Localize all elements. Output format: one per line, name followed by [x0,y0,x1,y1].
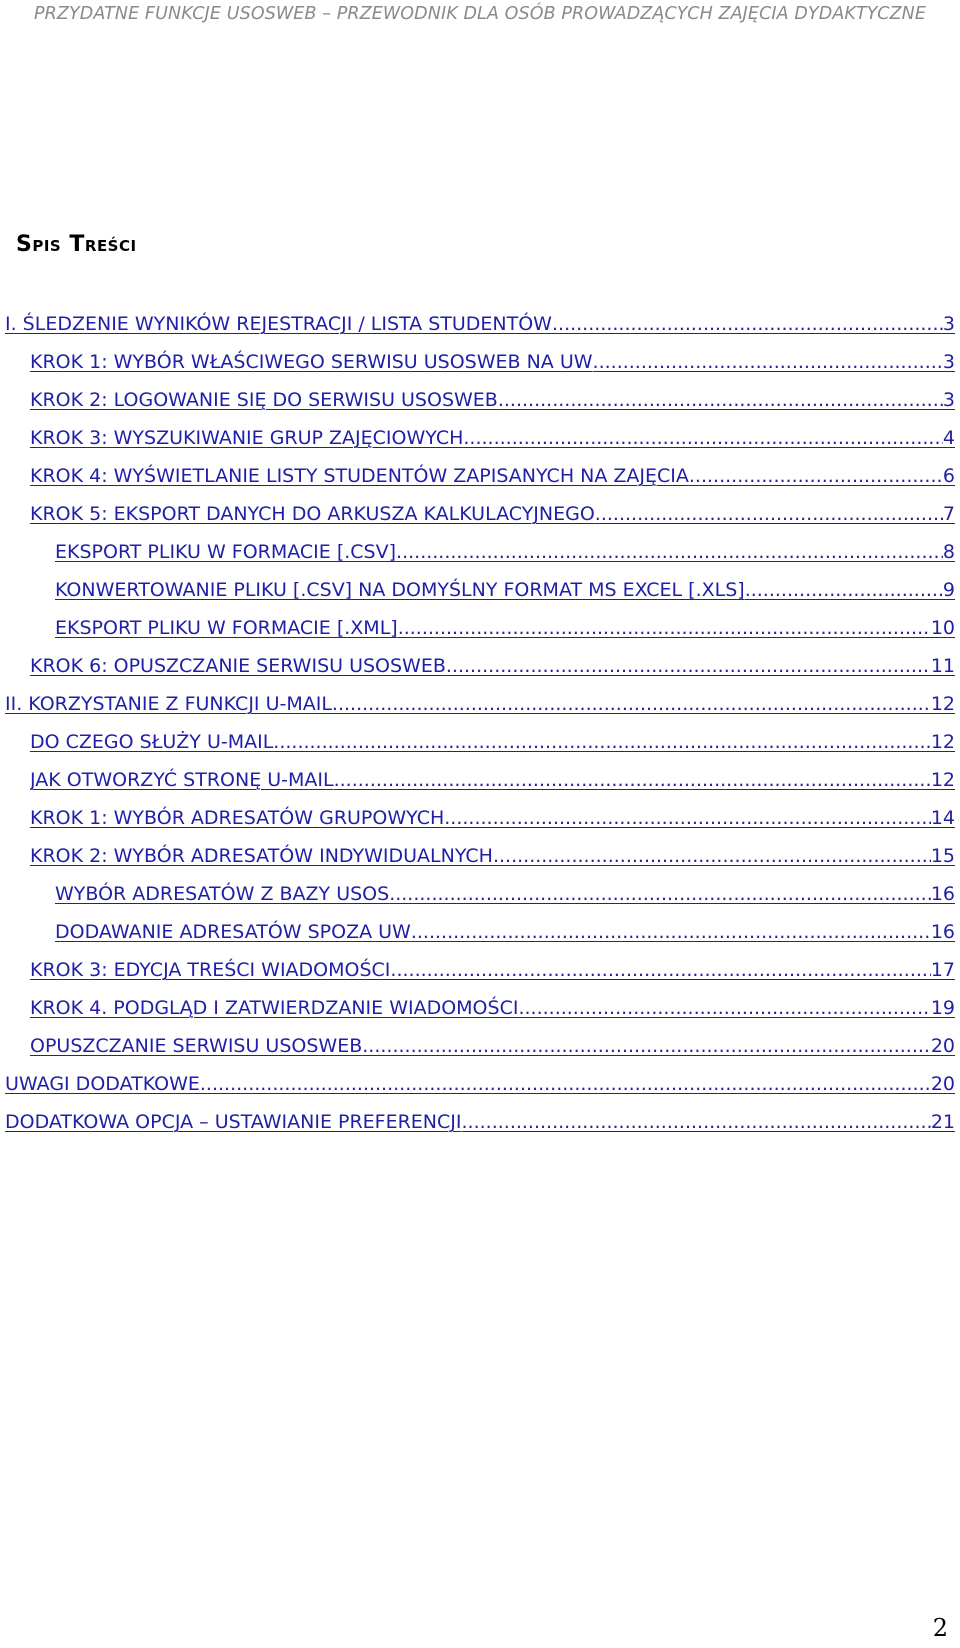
toc-page-number: 17 [930,959,955,981]
toc-leader-dots [462,1109,931,1135]
toc-entry-title: KONWERTOWANIE PLIKU [.CSV] NA DOMYŚLNY FORMAT MS EXCEL [.XLS] [55,579,745,601]
toc-link[interactable] [55,577,955,603]
toc-entry-title: OPUSZCZANIE SERWISU USOSWEB [30,1035,363,1057]
toc-leader-dots [411,919,931,945]
toc-leader-dots [362,1033,931,1059]
toc-page-number: 10 [930,617,955,639]
running-header: PRZYDATNE FUNKCJE USOSWEB – PRZEWODNIK DLA OSÓB PROWADZĄCYCH ZAJĘCIA DYDAKTYCZNE [33,4,927,24]
toc-page-number: 3 [942,351,955,373]
toc-entry [0,539,960,577]
toc-entry-title: UWAGI DODATKOWE [5,1073,200,1095]
toc-page-number: 16 [930,883,955,905]
toc-page-number: 20 [930,1073,955,1095]
toc-leader-dots [745,577,943,603]
toc-entry-title: JAK OTWORZYĆ STRONĘ U-MAIL [30,769,334,791]
toc-entry [0,1109,960,1147]
toc-entry [0,919,960,957]
toc-link[interactable] [30,1033,955,1059]
toc-entry [0,615,960,653]
toc-link[interactable] [30,767,955,793]
toc-link[interactable] [30,805,955,831]
toc-leader-dots [273,729,931,755]
toc-entry [0,349,960,387]
toc-leader-dots [200,1071,931,1097]
toc-entry-title: KROK 2: LOGOWANIE SIĘ DO SERWISU USOSWEB [30,389,498,411]
toc-entry-title: I. ŚLEDZENIE WYNIKÓW REJESTRACJI / LISTA STUDENTÓW [5,313,552,335]
toc-entry [0,805,960,843]
toc-page-number: 12 [930,769,955,791]
toc-entry [0,843,960,881]
toc-link[interactable] [30,463,955,489]
toc-leader-dots [498,387,943,413]
toc-entry-title: KROK 6: OPUSZCZANIE SERWISU USOSWEB [30,655,446,677]
toc-link[interactable] [5,311,955,337]
toc-entry [0,577,960,615]
toc-leader-dots [332,691,931,717]
page-number: 2 [932,1614,948,1642]
toc-page-number: 11 [930,655,955,677]
toc-page-number: 14 [930,807,955,829]
toc-link[interactable] [30,349,955,375]
toc-page-number: 4 [942,427,955,449]
toc-leader-dots [593,349,943,375]
toc-entry-title: DO CZEGO SŁUŻY U-MAIL [30,731,274,753]
toc-page-number: 21 [930,1111,955,1133]
toc-link[interactable] [30,387,955,413]
toc-page-number: 8 [942,541,955,563]
toc-entry-title: EKSPORT PLIKU W FORMACIE [.XML] [55,617,398,639]
toc-entry [0,881,960,919]
toc-page-number: 6 [942,465,955,487]
toc-entry-title: EKSPORT PLIKU W FORMACIE [.CSV] [55,541,397,563]
toc-entry [0,501,960,539]
toc-leader-dots [518,995,930,1021]
toc-leader-dots [493,843,931,869]
toc-link[interactable] [55,615,955,641]
toc-entry [0,767,960,805]
toc-link[interactable] [5,1109,955,1135]
toc-entry-title: KROK 2: WYBÓR ADRESATÓW INDYWIDUALNYCH [30,845,493,867]
toc-leader-dots [390,957,930,983]
toc-leader-dots [396,539,943,565]
table-of-contents [0,311,960,1147]
toc-entry [0,691,960,729]
toc-page-number: 12 [930,693,955,715]
toc-link[interactable] [30,843,955,869]
toc-entry [0,425,960,463]
toc-entry-title: DODAWANIE ADRESATÓW SPOZA UW [55,921,411,943]
toc-leader-dots [463,425,943,451]
toc-link[interactable] [30,501,955,527]
toc-page-number: 20 [930,1035,955,1057]
toc-leader-dots [552,311,943,337]
toc-entry [0,995,960,1033]
toc-leader-dots [389,881,931,907]
toc-entry-title: KROK 1: WYBÓR ADRESATÓW GRUPOWYCH [30,807,445,829]
toc-entry [0,1033,960,1071]
toc-leader-dots [689,463,943,489]
toc-leader-dots [398,615,931,641]
toc-entry-title: KROK 3: EDYCJA TREŚCI WIADOMOŚCI [30,959,391,981]
toc-entry [0,311,960,349]
toc-link[interactable] [55,919,955,945]
toc-entry [0,729,960,767]
toc-entry-title: DODATKOWA OPCJA – USTAWIANIE PREFERENCJI [5,1111,462,1133]
toc-entry-title: WYBÓR ADRESATÓW Z BAZY USOS [55,883,390,905]
toc-link[interactable] [30,957,955,983]
toc-title: Spis Treści [16,232,137,257]
toc-link[interactable] [55,881,955,907]
toc-leader-dots [595,501,943,527]
toc-page-number: 19 [930,997,955,1019]
toc-entry [0,387,960,425]
toc-entry-title: KROK 4. PODGLĄD I ZATWIERDZANIE WIADOMOŚCI [30,997,519,1019]
toc-page-number: 12 [930,731,955,753]
toc-entry [0,653,960,691]
toc-link[interactable] [30,995,955,1021]
toc-page-number: 3 [942,389,955,411]
toc-page-number: 9 [942,579,955,601]
toc-link[interactable] [30,425,955,451]
toc-entry-title: KROK 1: WYBÓR WŁAŚCIWEGO SERWISU USOSWEB NA UW [30,351,593,373]
toc-link[interactable] [30,653,955,679]
toc-entry-title: KROK 4: WYŚWIETLANIE LISTY STUDENTÓW ZAPISANYCH NA ZAJĘCIA [30,465,689,487]
toc-link[interactable] [5,1071,955,1097]
toc-leader-dots [446,653,931,679]
toc-leader-dots [444,805,931,831]
toc-page-number: 16 [930,921,955,943]
toc-entry [0,1071,960,1109]
toc-entry [0,463,960,501]
toc-leader-dots [334,767,931,793]
toc-link[interactable] [55,539,955,565]
toc-link[interactable] [30,729,955,755]
toc-page-number: 7 [942,503,955,525]
toc-link[interactable] [5,691,955,717]
toc-entry-title: II. KORZYSTANIE Z FUNKCJI U-MAIL [5,693,332,715]
toc-entry-title: KROK 3: WYSZUKIWANIE GRUP ZAJĘCIOWYCH [30,427,464,449]
toc-entry [0,957,960,995]
toc-page-number: 15 [930,845,955,867]
toc-page-number: 3 [942,313,955,335]
toc-entry-title: KROK 5: EKSPORT DANYCH DO ARKUSZA KALKULACYJNEGO [30,503,595,525]
